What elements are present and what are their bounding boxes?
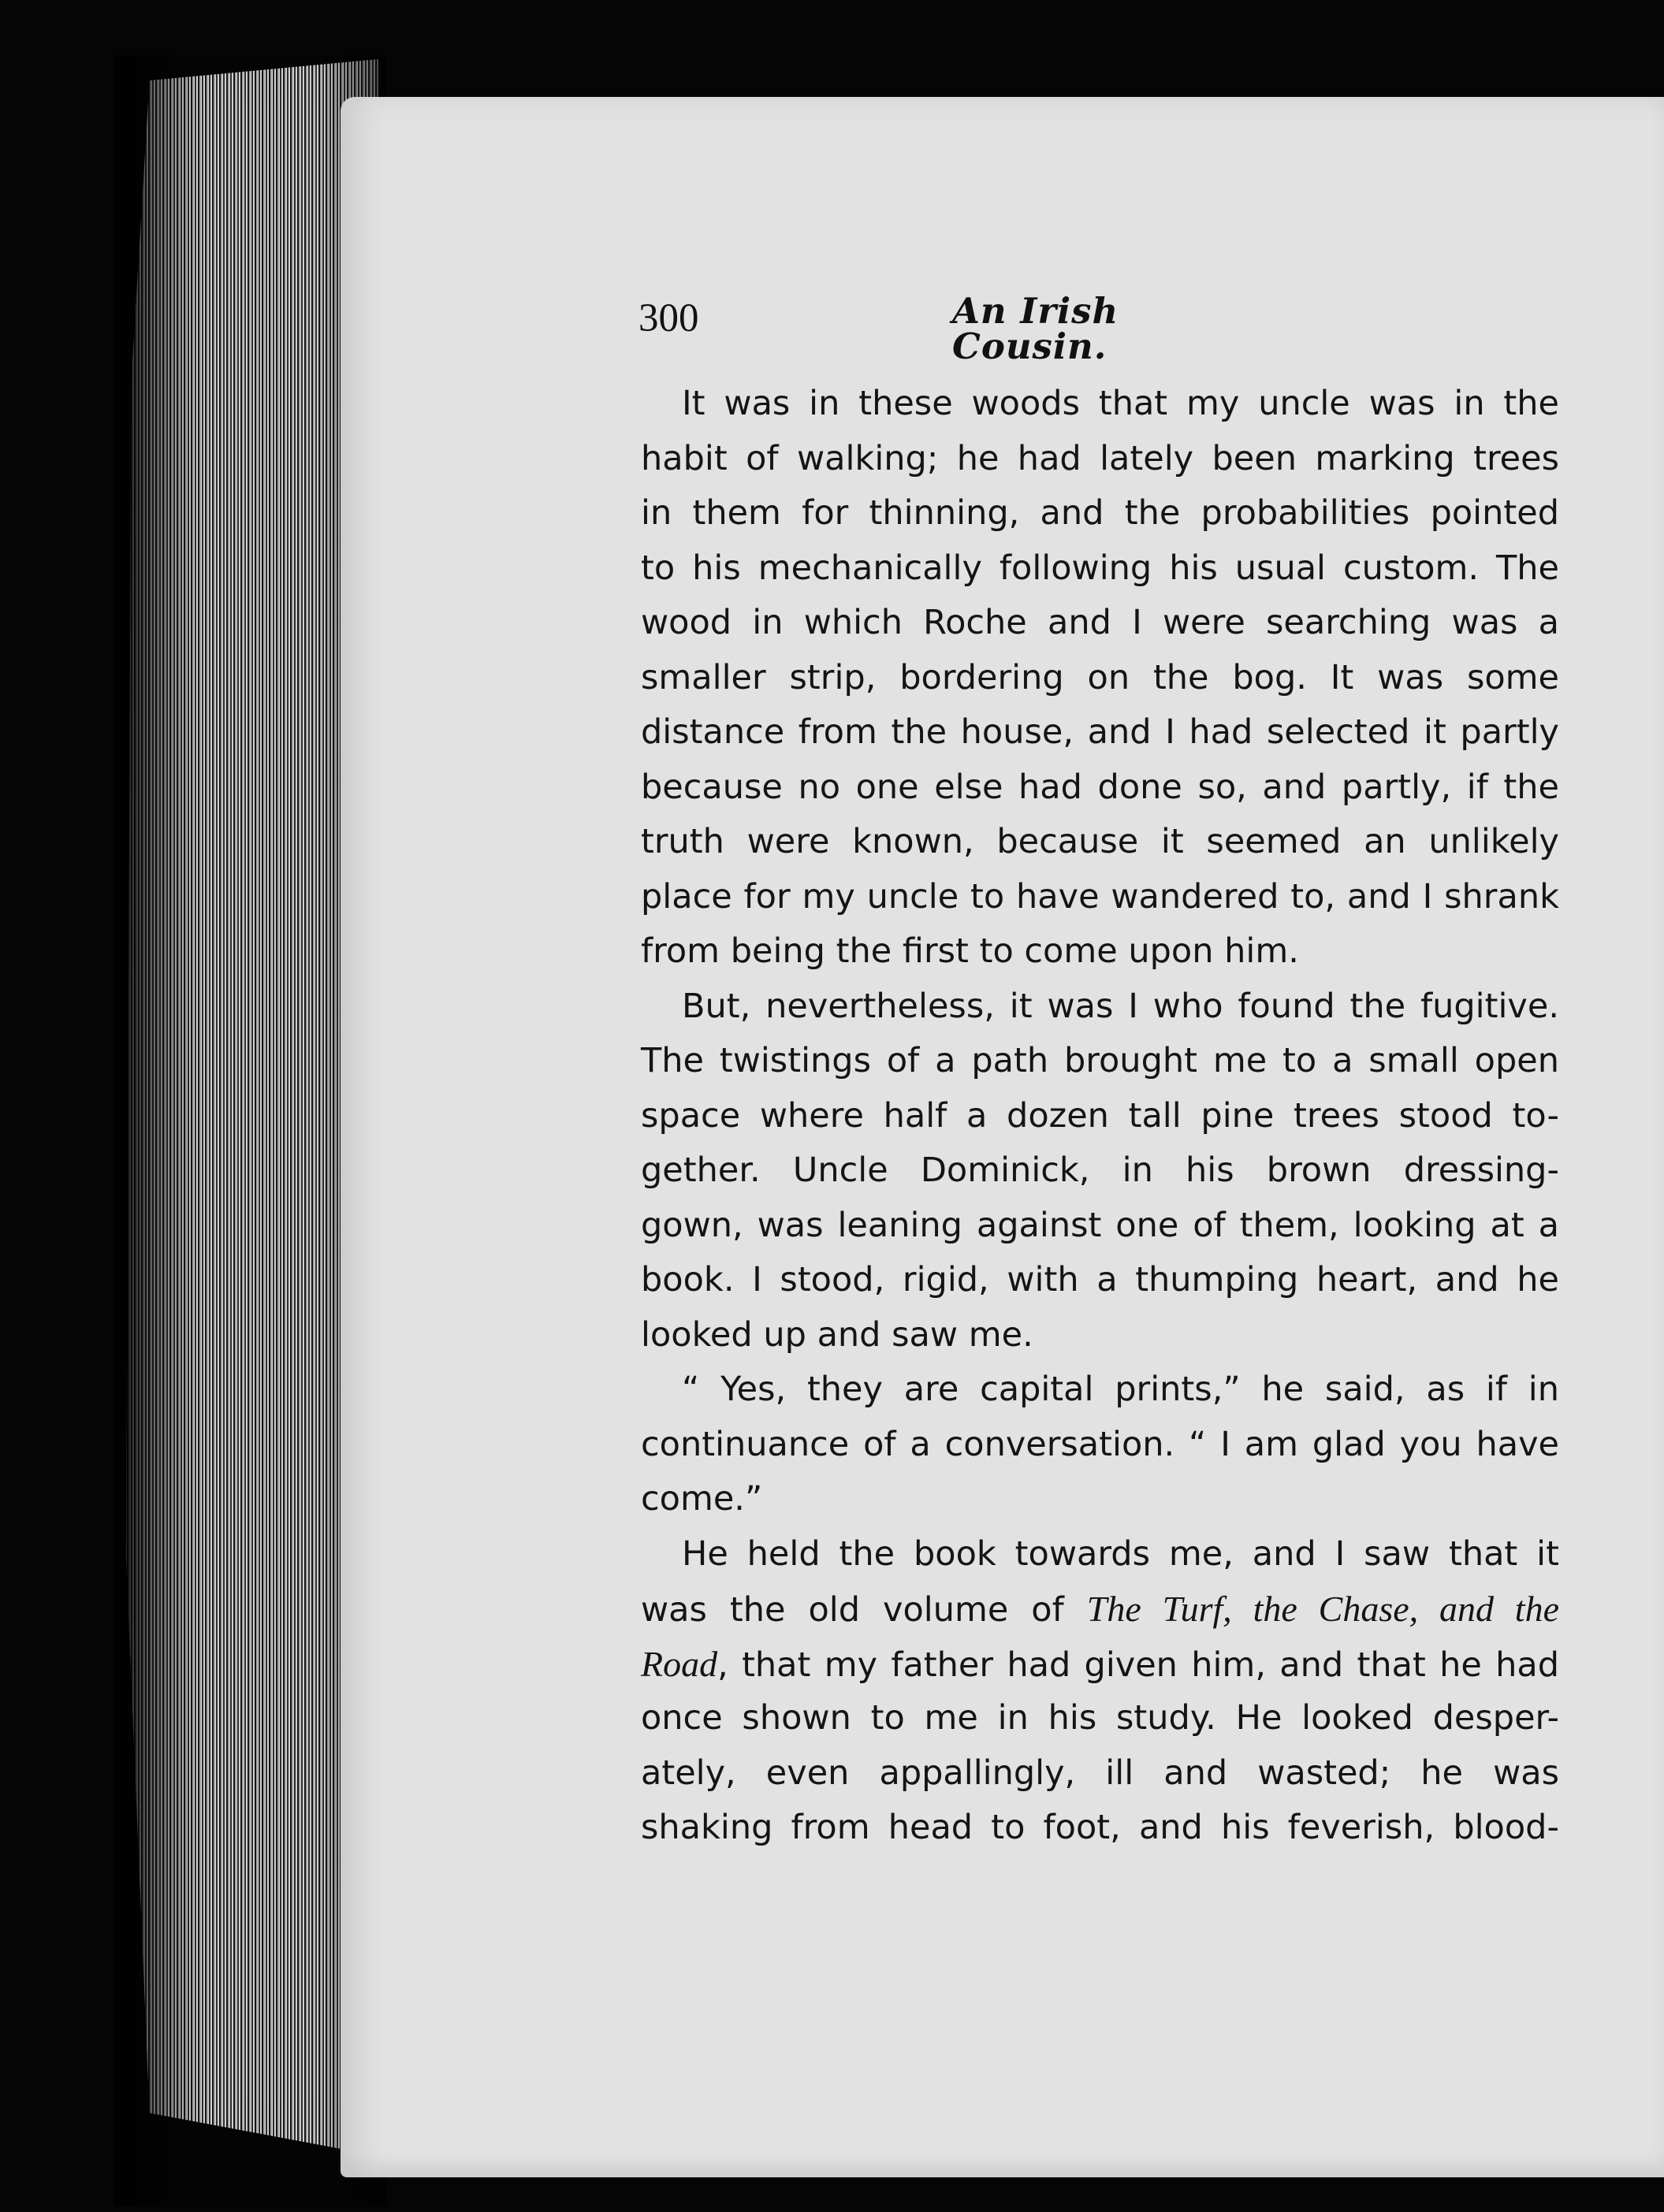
text-line-3: in them for thinning, and the probabilities pointed [641, 493, 1559, 533]
text-line-25: once shown to me in his study. He looked desper- [641, 1698, 1559, 1738]
text-line-15: gether. Uncle Dominick, in his brown dressing- [641, 1151, 1559, 1190]
text-line-12: But, nevertheless, it was I who found the fugitive. [682, 986, 1559, 1026]
text-line-19: “ Yes, they are capital prints,” he said, as if in [682, 1370, 1559, 1409]
text-line-5: wood in which Roche and I were searching was a [641, 603, 1559, 642]
book-page-edges [118, 59, 378, 2199]
text-line-21: come.” [641, 1479, 763, 1519]
text-line-20: continuance of a conversation. “ I am glad you have [641, 1424, 1559, 1464]
page-number: 300 [638, 296, 699, 340]
text-line-23-plain: was the old volume of [641, 1590, 1087, 1630]
text-line-13: The twistings of a path brought me to a small open [641, 1041, 1559, 1080]
text-line-17: book. I stood, rigid, with a thumping heart, and he [641, 1260, 1559, 1299]
text-line-24-plain: , that my father had given him, and that he had [717, 1645, 1559, 1685]
text-line-9: truth were known, because it seemed an unlikely [641, 822, 1559, 861]
text-line-18: looked up and saw me. [641, 1314, 1033, 1355]
text-line-22: He held the book towards me, and I saw that it [682, 1534, 1559, 1574]
text-line-14: space where half a dozen tall pine trees stood to- [641, 1095, 1559, 1136]
text-line-4: to his mechanically following his usual custom. The [641, 548, 1559, 588]
text-line-16: gown, was leaning against one of them, looking at a [641, 1205, 1559, 1245]
text-line-27: shaking from head to foot, and his feverish, blood- [641, 1808, 1559, 1847]
running-head [638, 290, 1249, 367]
text-line-10: place for my uncle to have wandered to, and I shrank [641, 876, 1559, 916]
text-line-7: distance from the house, and I had selected it partly [641, 712, 1559, 752]
text-line-8: because no one else had done so, and partly, if the [641, 767, 1559, 807]
text-line-11: from being the first to come upon him. [641, 931, 1299, 971]
text-line-6: smaller strip, bordering on the bog. It was some [641, 657, 1559, 697]
text-line-23 [641, 1582, 1559, 1637]
text-line-1: It was in these woods that my uncle was in the [682, 384, 1559, 423]
running-title: An Irish Cousin. [952, 290, 1119, 367]
text-line-24 [641, 1637, 1559, 1692]
text-line-26: ately, even appallingly, ill and wasted; he was [641, 1753, 1559, 1793]
text-line-2: habit of walking; he had lately been marking trees [641, 438, 1559, 478]
body-text [641, 377, 1559, 1856]
book-title-italic-part-2: Road [641, 1643, 718, 1684]
book-title-italic-part-1: The Turf, the Chase, and the [1086, 1589, 1559, 1629]
